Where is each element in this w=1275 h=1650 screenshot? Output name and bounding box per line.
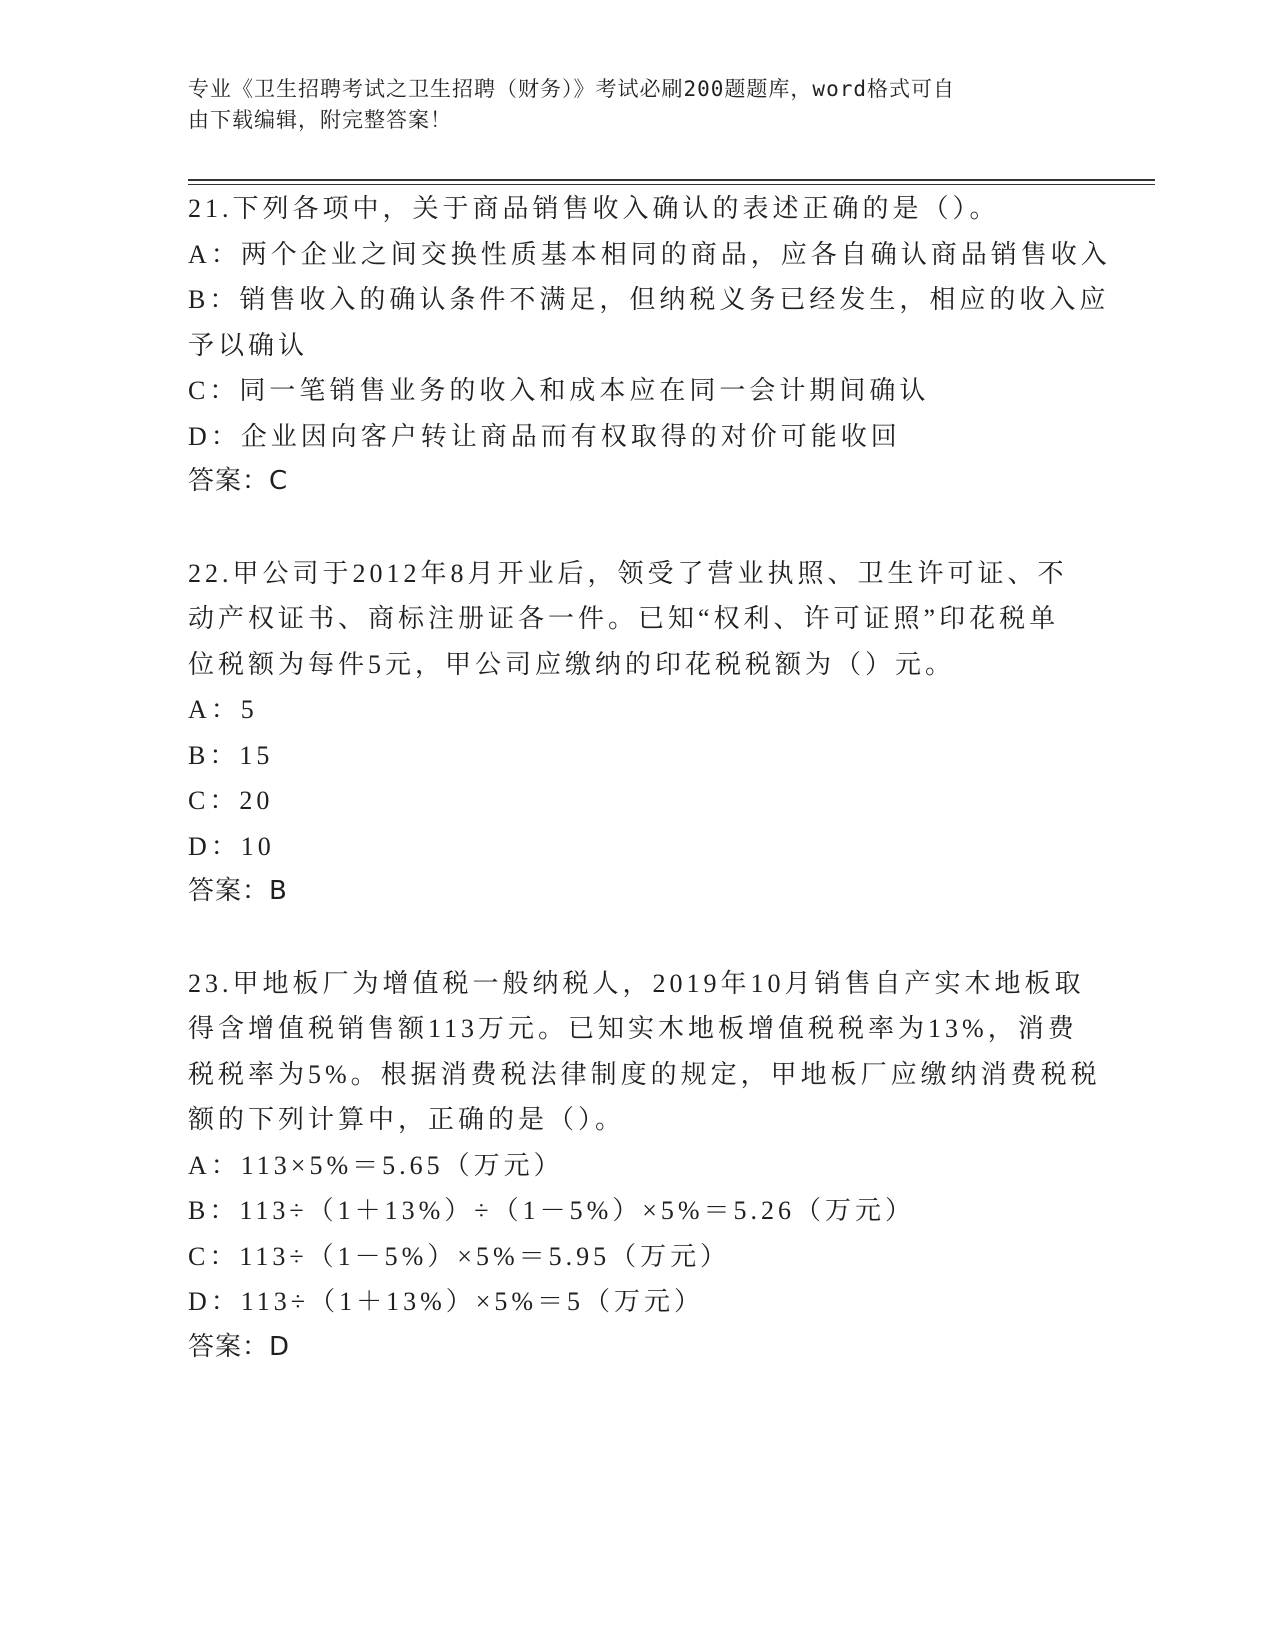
question-stem-line-3: 税税率为5%。根据消费税法律制度的规定，甲地板厂应缴纳消费税税	[188, 1059, 1101, 1089]
question-stem: 23.甲地板厂为增值税一般纳税人，2019年10月销售自产实木地板取	[188, 968, 1085, 998]
question-stem: 21.下列各项中，关于商品销售收入确认的表述正确的是（）。	[188, 194, 1000, 223]
option-c: C：同一笔销售业务的收入和成本应在同一会计期间确认	[188, 376, 930, 405]
option-a: A：5	[188, 695, 258, 724]
question-stem-line-3: 位税额为每件5元，甲公司应缴纳的印花税税额为（）元。	[188, 649, 956, 679]
question-22	[188, 551, 1088, 915]
document-header	[188, 74, 1068, 136]
header-line-1: 专业《卫生招聘考试之卫生招聘（财务）》考试必刷200题题库，word格式可自	[188, 77, 955, 101]
answer-label: 答案：B	[188, 876, 288, 906]
option-b: B：销售收入的确认条件不满足，但纳税义务已经发生，相应的收入应	[188, 285, 1110, 314]
option-c: C：113÷（1－5%）×5%＝5.95（万元）	[188, 1241, 731, 1271]
option-b: B：113÷（1＋13%）÷（1－5%）×5%＝5.26（万元）	[188, 1196, 916, 1225]
question-23	[188, 961, 1101, 1371]
question-stem-line-2: 动产权证书、商标注册证各一件。已知“权利、许可证照”印花税单	[188, 604, 1060, 633]
option-b: B：15	[188, 740, 274, 770]
answer-label: 答案：C	[188, 466, 289, 496]
question-stem-line-4: 额的下列计算中，正确的是（）。	[188, 1105, 626, 1134]
question-21	[188, 186, 1111, 505]
question-spacer	[188, 505, 1088, 551]
option-a: A：113×5%＝5.65（万元）	[188, 1150, 564, 1180]
option-d: D：企业因向客户转让商品而有权取得的对价可能收回	[188, 421, 901, 451]
question-spacer	[188, 915, 1088, 961]
option-c: C：20	[188, 786, 274, 815]
header-rule-thin	[188, 184, 1155, 185]
question-stem-line-2: 得含增值税销售额113万元。已知实木地板增值税税率为13%，消费	[188, 1014, 1078, 1043]
question-list	[188, 186, 1111, 1370]
header-rule-thick	[188, 179, 1155, 181]
option-d: D：113÷（1＋13%）×5%＝5（万元）	[188, 1287, 705, 1316]
answer-label: 答案：D	[188, 1331, 291, 1362]
option-d: D：10	[188, 831, 275, 861]
option-a: A：两个企业之间交换性质基本相同的商品，应各自确认商品销售收入	[188, 239, 1111, 269]
option-b-continued: 予以确认	[188, 330, 309, 360]
header-line-2: 由下载编辑，附完整答案！	[188, 108, 452, 132]
question-stem: 22.甲公司于2012年8月开业后，领受了营业执照、卫生许可证、不	[188, 558, 1068, 588]
